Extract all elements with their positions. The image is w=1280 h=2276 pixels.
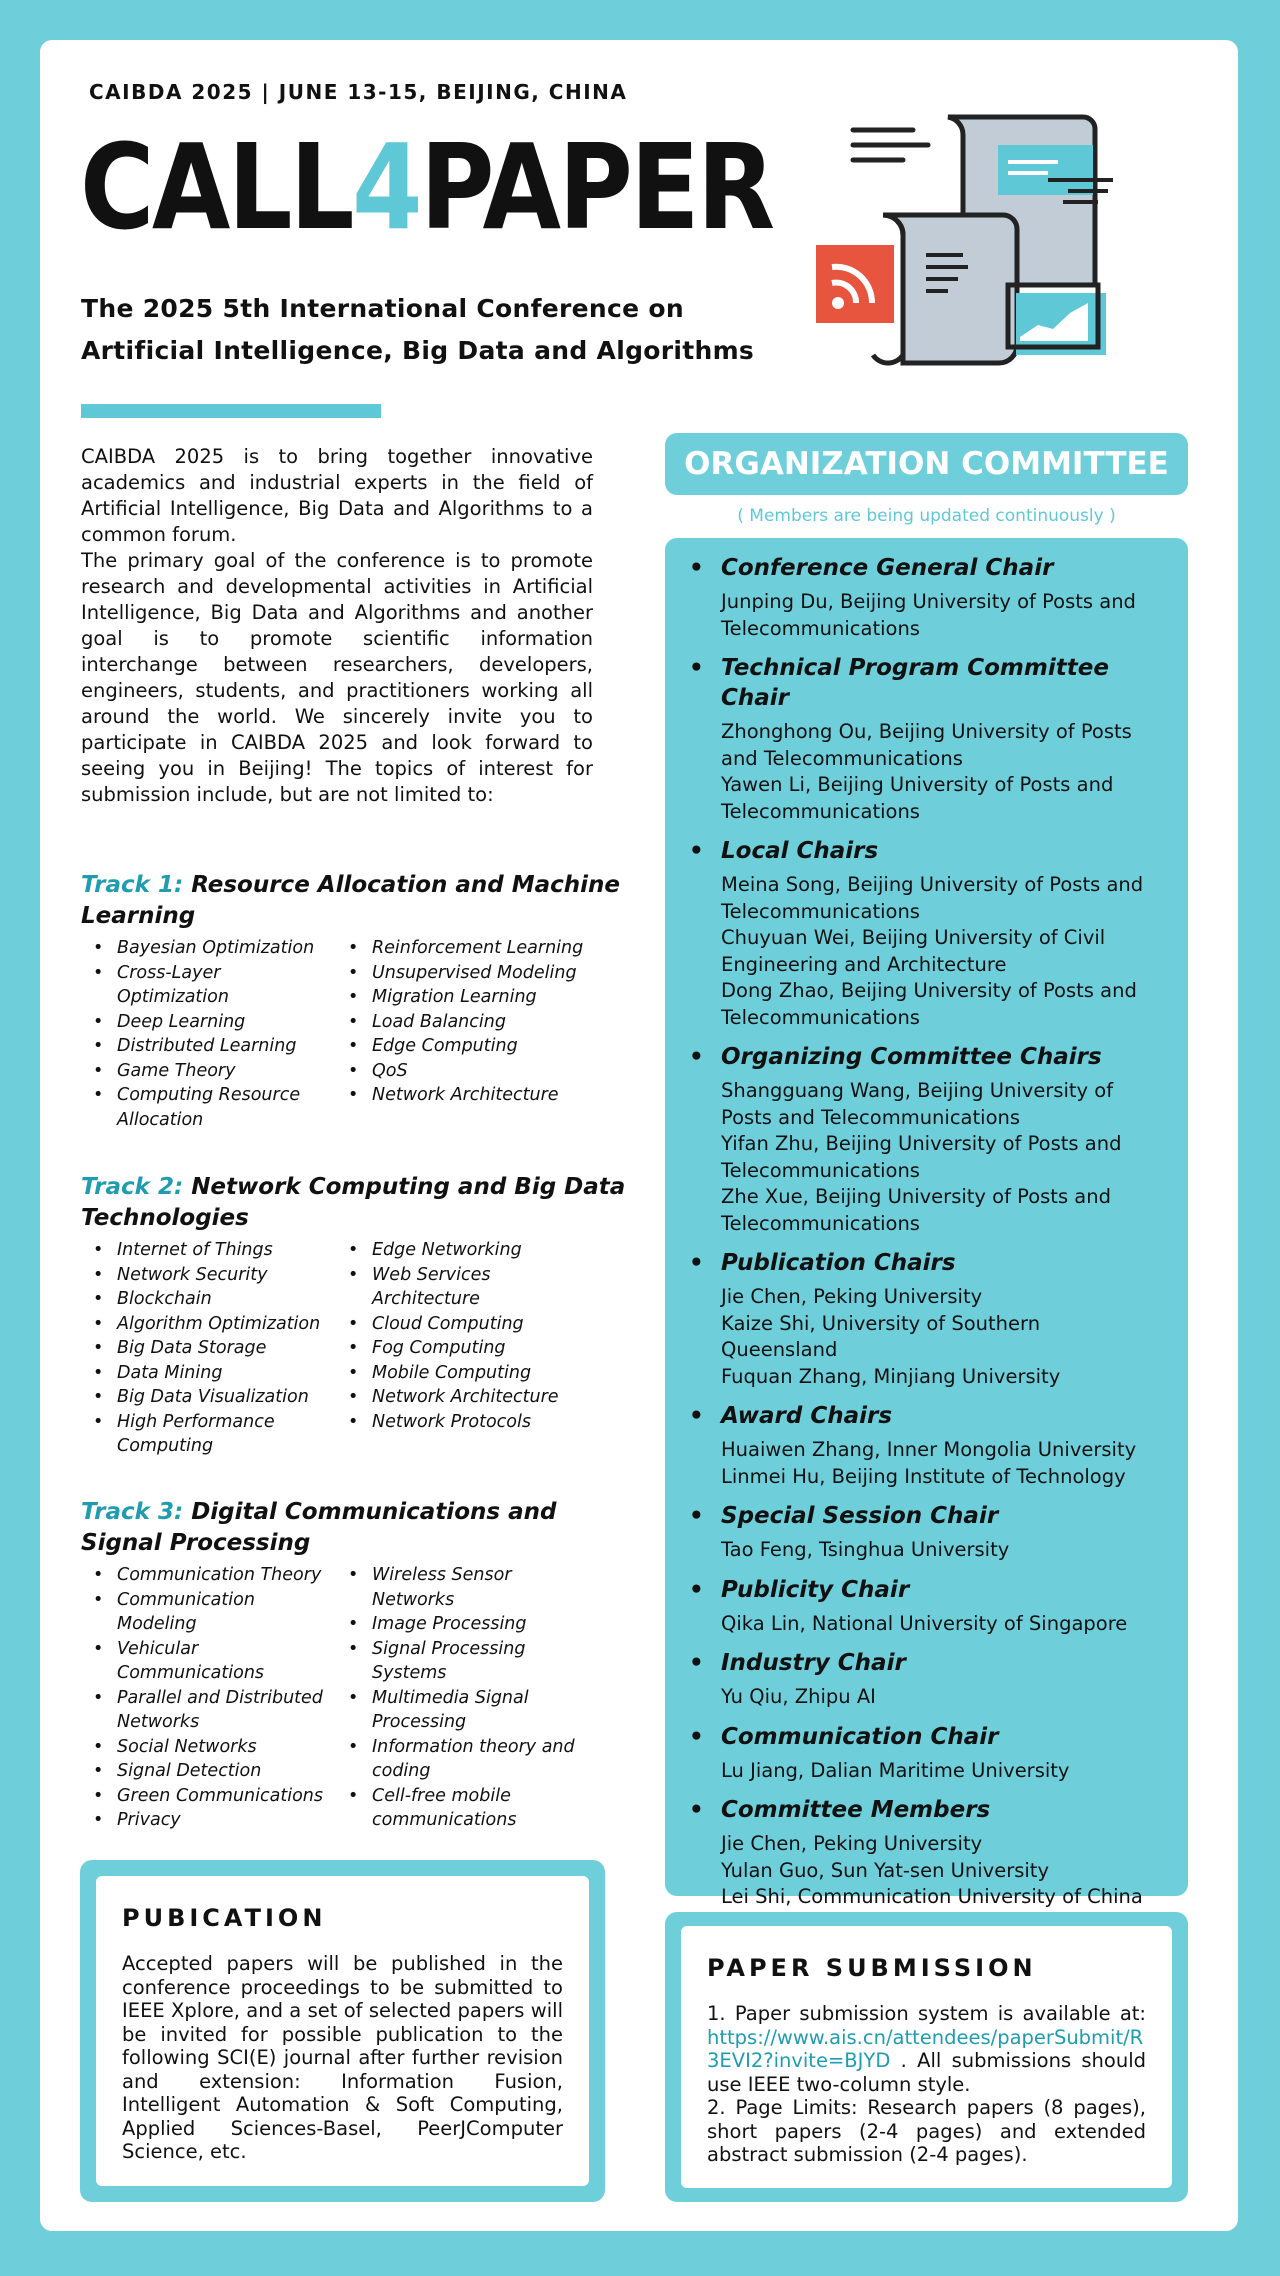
topic-list-right — [336, 936, 591, 1132]
topic-item: • Algorithm Optimization — [81, 1312, 336, 1337]
topic-item: • Web Services Architecture — [336, 1263, 591, 1312]
committee-role: • Industry Chair — [685, 1648, 1162, 1678]
committee-member: Lu Jiang, Dalian Maritime University — [721, 1758, 1070, 1782]
publication-inner — [96, 1876, 589, 2186]
title-call: CALL — [80, 118, 353, 256]
committee-member: Jie Chen, Peking University — [721, 1832, 983, 1855]
topic-item: • Data Mining — [81, 1361, 336, 1386]
submission-intro: 1. Paper submission system is available at: — [707, 2002, 1146, 2025]
committee-members — [685, 589, 1162, 642]
topic-item: • Load Balancing — [336, 1010, 591, 1035]
committee-members — [685, 1684, 1162, 1711]
committee-member: Yawen Li, Beijing University of Posts and Telecommunications — [721, 773, 1114, 823]
topic-item: • Image Processing — [336, 1612, 591, 1637]
topic-item: • Reinforcement Learning — [336, 936, 591, 961]
committee-member: Kaize Shi, University of Southern Queensland — [721, 1311, 1041, 1361]
accent-bar — [81, 404, 381, 418]
committee-role: • Technical Program Committee Chair — [685, 653, 1162, 713]
committee-member: Yulan Guo, Sun Yat-sen University — [721, 1858, 1049, 1882]
committee-member: Zhe Xue, Beijing University of Posts and Telecommunications — [721, 1185, 1111, 1235]
topic-list-left — [81, 1563, 336, 1833]
paper-submission-box — [665, 1912, 1188, 2202]
committee-role: • Organizing Committee Chairs — [685, 1042, 1162, 1072]
topic-item: • Signal Detection — [81, 1759, 336, 1784]
submission-style-note: . All submissions should use IEEE two-column style. — [707, 2049, 1146, 2096]
topic-item: • High Performance Computing — [81, 1410, 336, 1459]
committee-members — [685, 1284, 1162, 1390]
committee-role-block — [685, 1795, 1162, 1911]
track-3 — [81, 1497, 641, 1833]
topic-item: • Edge Networking — [336, 1238, 591, 1263]
committee-member: Dong Zhao, Beijing University of Posts and Telecommunications — [721, 979, 1137, 1029]
committee-member: Chuyuan Wei, Beijing University of Civil Engineering and Architecture — [721, 926, 1106, 976]
track-heading — [81, 870, 641, 932]
conference-title-line2: Artificial Intelligence, Big Data and Algorithms — [81, 336, 755, 365]
topic-item: • Parallel and Distributed Networks — [81, 1686, 336, 1735]
committee-member: Qika Lin, National University of Singapore — [721, 1611, 1128, 1635]
committee-role-block — [685, 1501, 1162, 1564]
committee-role-block — [685, 1042, 1162, 1237]
publication-title: PUBICATION — [122, 1904, 327, 1932]
committee-member: Yifan Zhu, Beijing University of Posts and Telecommunications — [721, 1132, 1122, 1182]
submission-page-limits: 2. Page Limits: Research papers (8 pages), short papers (2-4 pages) and extended abstract submission (2-4 pages). — [707, 2096, 1146, 2166]
committee-members — [685, 1437, 1162, 1490]
topic-list-right — [336, 1563, 591, 1833]
publication-text: Accepted papers will be published in the conference proceedings to be submitted to IEEE Xplore, and a set of selected papers will be invited for possible publication to the following SCI(E) journal after further revision and extension: Information Fusion, Intelligent Automation & Soft Computing, Applied Sciences-Basel, PeerJComputer Science, etc. — [122, 1952, 563, 2163]
submission-link[interactable]: https://www.ais.cn/attendees/paperSubmit/R3EVI2?invite=BJYD — [707, 2025, 1144, 2072]
topic-item: • Communication Modeling — [81, 1588, 336, 1637]
topic-item: • Social Networks — [81, 1735, 336, 1760]
topic-item: • Network Architecture — [336, 1385, 591, 1410]
topic-item: • Migration Learning — [336, 985, 591, 1010]
committee-member: Shangguang Wang, Beijing University of Posts and Telecommunications — [721, 1079, 1114, 1129]
topic-item: • Network Protocols — [336, 1410, 591, 1435]
topic-item: • Bayesian Optimization — [81, 936, 336, 961]
committee-member: Linmei Hu, Beijing Institute of Technology — [721, 1464, 1126, 1488]
topic-item: • Fog Computing — [336, 1336, 591, 1361]
committee-member: Yu Qiu, Zhipu AI — [721, 1685, 876, 1708]
document-scroll-icon — [808, 105, 1128, 375]
topic-item: • Network Security — [81, 1263, 336, 1288]
topic-item: • Multimedia Signal Processing — [336, 1686, 591, 1735]
topic-item: • Internet of Things — [81, 1238, 336, 1263]
committee-role-block — [685, 1648, 1162, 1711]
conference-full-title — [81, 288, 801, 372]
track-heading — [81, 1172, 641, 1234]
committee-role-block — [685, 1722, 1162, 1785]
topic-item: • Mobile Computing — [336, 1361, 591, 1386]
organization-committee-heading: ORGANIZATION COMMITTEE — [665, 433, 1188, 495]
committee-role-block — [685, 1401, 1162, 1490]
topic-item: • Blockchain — [81, 1287, 336, 1312]
paper-submission-inner — [681, 1926, 1172, 2188]
title-four: 4 — [352, 118, 421, 256]
topic-item: • Deep Learning — [81, 1010, 336, 1035]
committee-members — [685, 872, 1162, 1031]
intro-text — [81, 444, 593, 808]
topic-item: • Signal Processing Systems — [336, 1637, 591, 1686]
topic-item: • Cell-free mobile communications — [336, 1784, 591, 1833]
topic-list-left — [81, 936, 336, 1132]
committee-members — [685, 719, 1162, 825]
track-2 — [81, 1172, 641, 1459]
committee-role-block — [685, 553, 1162, 642]
committee-role-block — [685, 1575, 1162, 1638]
chart-icon — [1008, 285, 1106, 355]
call-for-paper-title — [80, 118, 773, 256]
topic-item: • Wireless Sensor Networks — [336, 1563, 591, 1612]
topic-item: • Cloud Computing — [336, 1312, 591, 1337]
topic-item: • QoS — [336, 1059, 591, 1084]
topic-item: • Information theory and coding — [336, 1735, 591, 1784]
committee-members — [685, 1758, 1162, 1785]
organization-committee-note: ( Members are being updated continuously ) — [737, 506, 1116, 526]
committee-role: • Publicity Chair — [685, 1575, 1162, 1605]
topic-item: • Distributed Learning — [81, 1034, 336, 1059]
topic-item: • Edge Computing — [336, 1034, 591, 1059]
conference-title-line1: The 2025 5th International Conference on — [81, 294, 684, 323]
committee-member: Fuquan Zhang, Minjiang University — [721, 1364, 1061, 1388]
topic-item: • Cross-Layer Optimization — [81, 961, 336, 1010]
track-heading — [81, 1497, 641, 1559]
paper-submission-text — [707, 2002, 1146, 2167]
committee-role: • Committee Members — [685, 1795, 1162, 1825]
track-label: Track 1: — [81, 872, 184, 898]
topic-item: • Big Data Visualization — [81, 1385, 336, 1410]
topic-item: • Big Data Storage — [81, 1336, 336, 1361]
committee-member: Tao Feng, Tsinghua University — [721, 1538, 1010, 1561]
topic-item: • Network Architecture — [336, 1083, 591, 1108]
committee-role-block — [685, 653, 1162, 825]
committee-role: • Special Session Chair — [685, 1501, 1162, 1531]
committee-role: • Communication Chair — [685, 1722, 1162, 1752]
publication-box — [80, 1860, 605, 2202]
track-1 — [81, 870, 641, 1132]
committee-role-block — [685, 1248, 1162, 1390]
committee-members — [685, 1831, 1162, 1911]
topic-item: • Computing Resource Allocation — [81, 1083, 336, 1132]
committee-member: Meina Song, Beijing University of Posts and Telecommunications — [721, 873, 1144, 923]
committee-members — [685, 1537, 1162, 1564]
committee-member: Huaiwen Zhang, Inner Mongolia University — [721, 1438, 1137, 1461]
topic-item: • Game Theory — [81, 1059, 336, 1084]
rss-icon — [816, 245, 894, 323]
track-label: Track 2: — [81, 1174, 184, 1200]
topic-item: • Unsupervised Modeling — [336, 961, 591, 986]
track-title: Network Computing and Big Data Technologies — [81, 1174, 626, 1231]
committee-member: Zhonghong Ou, Beijing University of Posts and Telecommunications — [721, 720, 1132, 770]
topic-item: • Communication Theory — [81, 1563, 336, 1588]
track-title: Resource Allocation and Machine Learning — [81, 872, 621, 929]
committee-member: Lei Shi, Communication University of China — [721, 1885, 1143, 1908]
title-paper: PAPER — [420, 118, 773, 256]
committee-role: • Publication Chairs — [685, 1248, 1162, 1278]
committee-member: Junping Du, Beijing University of Posts and Telecommunications — [721, 590, 1136, 640]
committee-role: • Award Chairs — [685, 1401, 1162, 1431]
committee-role-block — [685, 836, 1162, 1031]
topic-list-left — [81, 1238, 336, 1459]
intro-paragraph-1: CAIBDA 2025 is to bring together innovative academics and industrial experts in the field of Artificial Intelligence, Big Data and Algorithms to a common forum. — [81, 445, 593, 546]
track-title: Digital Communications and Signal Processing — [81, 1499, 557, 1556]
committee-member: Jie Chen, Peking University — [721, 1285, 983, 1308]
committee-members — [685, 1611, 1162, 1638]
committee-role: • Local Chairs — [685, 836, 1162, 866]
track-label: Track 3: — [81, 1499, 184, 1525]
committee-role: • Conference General Chair — [685, 553, 1162, 583]
conference-date-line: CAIBDA 2025 | JUNE 13-15, BEIJING, CHINA — [89, 80, 628, 104]
intro-paragraph-2: The primary goal of the conference is to promote research and developmental activities in Artificial Intelligence, Big Data and Algorithms and another goal is to promote scientific information interchange between researchers, developers, engineers, students, and practitioners working all around the world. We sincerely invite you to participate in CAIBDA 2025 and look forward to seeing you in Beijing! The topics of interest for submission include, but are not limited to: — [81, 549, 593, 806]
organization-committee-panel — [665, 538, 1188, 1908]
committee-members — [685, 1078, 1162, 1237]
topic-item: • Privacy — [81, 1808, 336, 1833]
paper-submission-title: PAPER SUBMISSION — [707, 1954, 1037, 1982]
topic-list-right — [336, 1238, 591, 1459]
topic-item: • Vehicular Communications — [81, 1637, 336, 1686]
topic-item: • Green Communications — [81, 1784, 336, 1809]
